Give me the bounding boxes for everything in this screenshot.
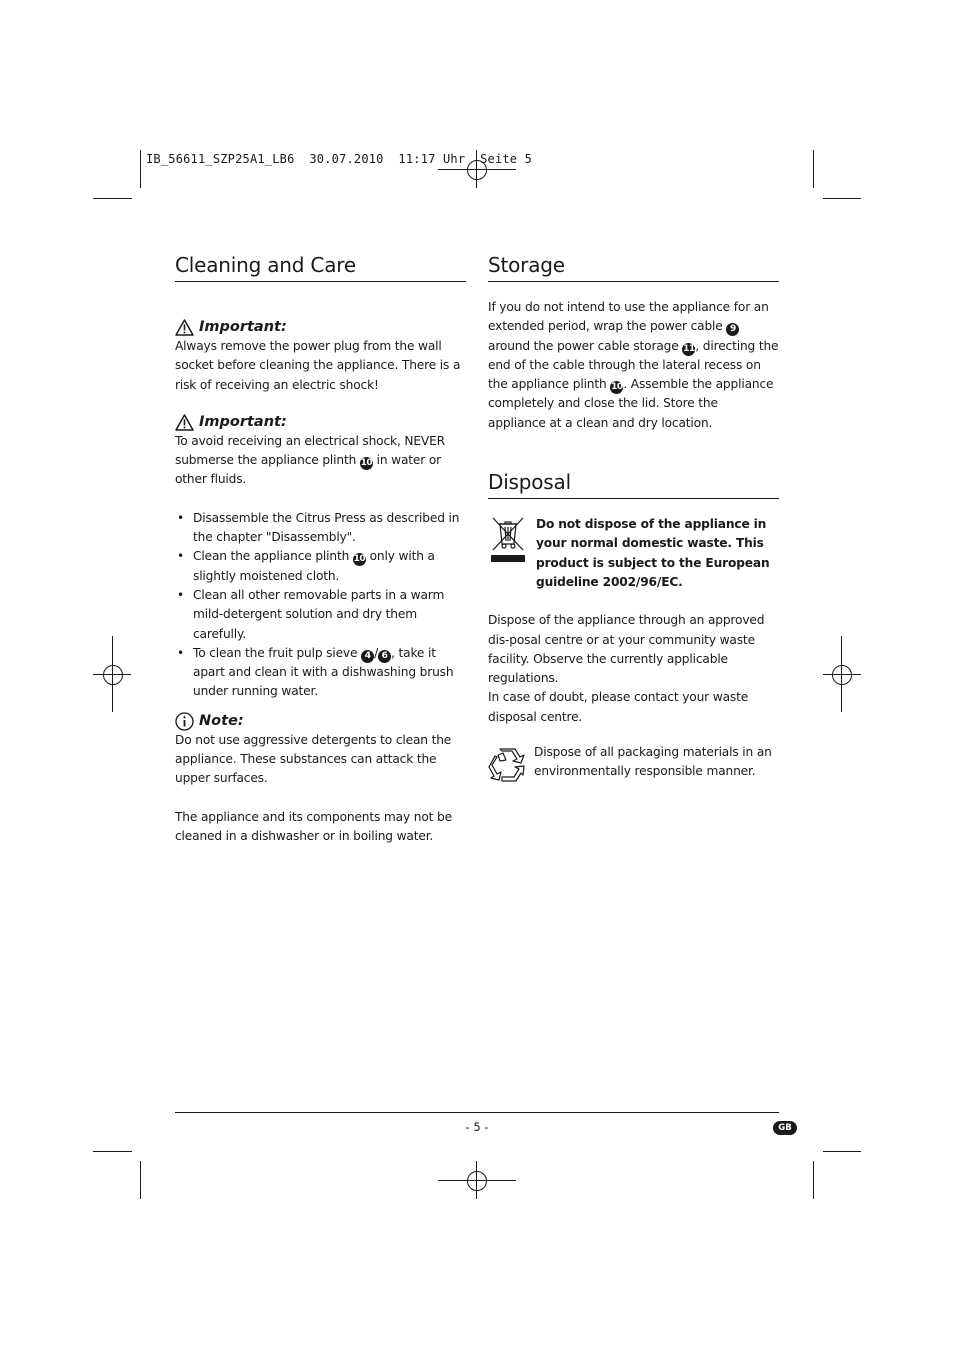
- info-icon: [175, 712, 194, 731]
- important-text: Always remove the power plug from the wall socket before cleaning the appliance. There is a risk of receiving an electric shock!: [175, 339, 461, 392]
- crop-mark: [93, 198, 132, 199]
- important-heading: [175, 318, 466, 337]
- crossed-out-bin-icon: [488, 513, 528, 565]
- list-item: • To clean the fruit pulp sieve 4 / 6 , take it apart and clean it with a dishwashing brush under running water.: [175, 644, 466, 702]
- part-number-badge: 9: [726, 323, 739, 336]
- part-number-badge: 10: [360, 458, 373, 469]
- note-label: Note:: [199, 712, 244, 729]
- language-badge: GB: [773, 1121, 797, 1135]
- list-item: • Clean all other removable parts in a warm mild-detergent solution and dry them carefully.: [175, 586, 466, 644]
- crop-mark: [823, 1151, 861, 1152]
- disposal-doubt-text: In case of doubt, please contact your waste disposal centre.: [488, 690, 749, 724]
- weee-warning-text: Do not dispose of the appliance in your normal domestic waste. This product is subject to the European guideline 2002/96/EC.: [536, 517, 770, 589]
- print-slug: IB_56611_SZP25A1_LB6 30.07.2010 11:17 Uhr Seite 5: [146, 152, 533, 166]
- list-item: • Clean the appliance plinth 10 only with a slightly moistened cloth.: [175, 547, 466, 586]
- packaging-notice: [488, 746, 779, 783]
- dishwasher-warning-text: The appliance and its components may not be cleaned in a dishwasher or in boiling water.: [175, 809, 452, 843]
- warning-icon: [175, 414, 194, 431]
- storage-text: If you do not intend to use the appliance for an extended period, wrap the power cable 9 around the power cable storage 11, directing the end of the cable through the lateral recess on the appliance plinth 10. Assemble the appliance completely and close the lid. Store the appliance at a clean and dry location.: [488, 300, 779, 430]
- note-heading: [175, 712, 466, 731]
- important-label: Important:: [199, 413, 287, 430]
- part-number-badge: 11: [683, 343, 695, 354]
- cleaning-section: [175, 252, 466, 846]
- disposal-title: Disposal: [488, 469, 779, 499]
- packaging-text: Dispose of all packaging materials in an environmentally responsible manner.: [534, 745, 772, 779]
- weee-notice: [488, 515, 779, 592]
- storage-title: Storage: [488, 252, 779, 282]
- crop-mark: [140, 1161, 141, 1199]
- part-number-badge: 6: [378, 650, 391, 663]
- disposal-text: Dispose of the appliance through an approved dis-posal centre or at your community waste facility. Observe the currently applicable regulations.: [488, 613, 765, 686]
- footer-rule: [175, 1112, 779, 1113]
- page-number: - 5 -: [465, 1120, 489, 1134]
- crop-mark: [813, 150, 814, 188]
- list-item: • Disassemble the Citrus Press as described in the chapter "Disassembly".: [175, 509, 466, 548]
- crop-mark: [823, 198, 861, 199]
- cleaning-title: Cleaning and Care: [175, 252, 466, 282]
- note-text: Do not use aggressive detergents to clean the appliance. These substances can attack the upper surfaces.: [175, 732, 452, 786]
- important-text: To avoid receiving an electrical shock, NEVER submerse the appliance plinth 10 in water or other fluids.: [175, 433, 445, 487]
- crop-mark: [140, 150, 141, 188]
- crop-mark: [93, 1151, 132, 1152]
- important-label: Important:: [199, 319, 287, 335]
- part-number-badge: 10: [353, 554, 366, 565]
- storage-section: [488, 252, 779, 783]
- recycling-icon: [488, 747, 526, 783]
- part-number-badge: 10: [611, 382, 623, 393]
- crop-mark: [813, 1161, 814, 1199]
- important-heading: [175, 413, 466, 432]
- part-number-badge: 4: [361, 650, 374, 663]
- cleaning-steps-list: [175, 509, 466, 702]
- warning-icon: [175, 319, 194, 336]
